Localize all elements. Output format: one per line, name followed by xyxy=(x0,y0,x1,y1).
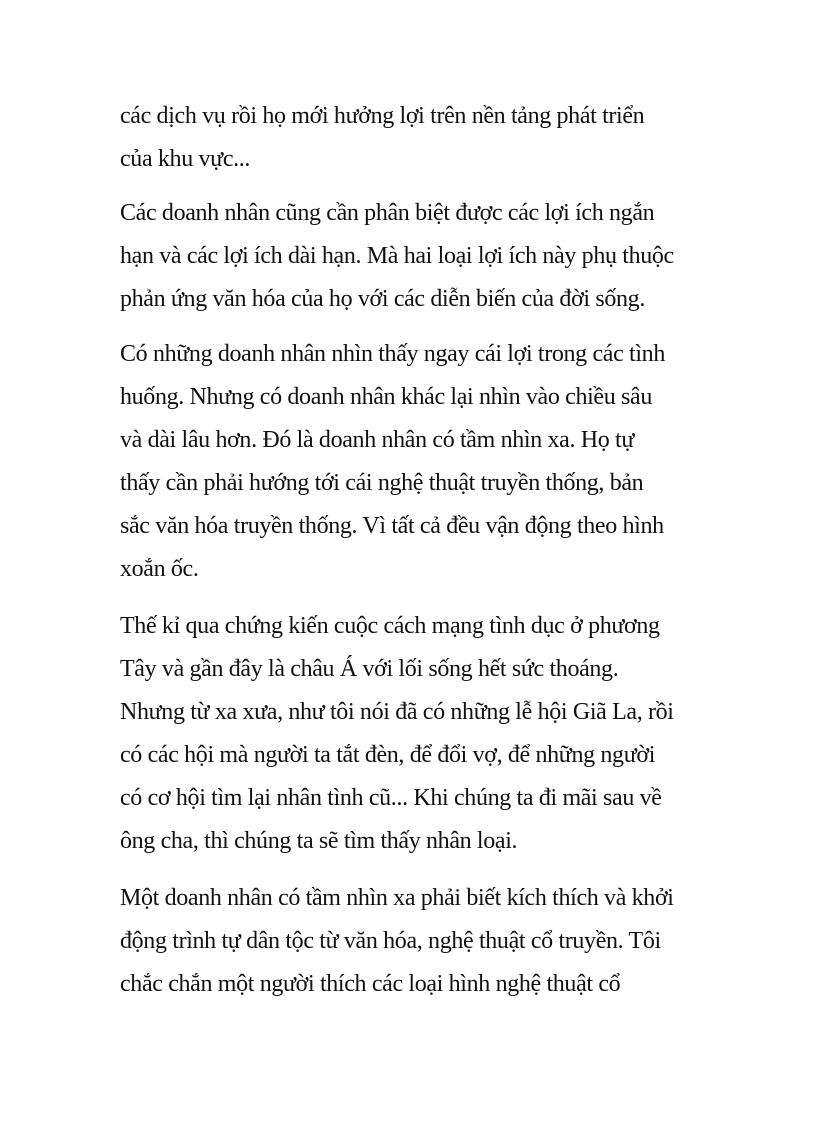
text-line: và dài lâu hơn. Đó là doanh nhân có tầm nhìn xa. Họ tự xyxy=(120,427,635,453)
text-line: có cơ hội tìm lại nhân tình cũ... Khi chúng ta đi mãi sau về xyxy=(120,785,662,811)
paragraph-1 xyxy=(120,95,710,181)
text-line: động trình tự dân tộc từ văn hóa, nghệ thuật cổ truyền. Tôi xyxy=(120,928,661,954)
text-line: hạn và các lợi ích dài hạn. Mà hai loại lợi ích này phụ thuộc xyxy=(120,243,674,269)
paragraph-5 xyxy=(120,877,710,1006)
text-line: của khu vực... xyxy=(120,146,251,172)
text-line: huống. Nhưng có doanh nhân khác lại nhìn vào chiều sâu xyxy=(120,384,652,410)
text-line: xoắn ốc. xyxy=(120,556,199,582)
paragraph-4 xyxy=(120,605,710,863)
text-line: Một doanh nhân có tầm nhìn xa phải biết kích thích và khởi xyxy=(120,885,674,911)
text-line: có các hội mà người ta tắt đèn, để đổi vợ, để những người xyxy=(120,742,656,768)
text-line: phản ứng văn hóa của họ với các diễn biến của đời sống. xyxy=(120,286,645,312)
text-line: chắc chắn một người thích các loại hình nghệ thuật cổ xyxy=(120,971,621,997)
text-line: ông cha, thì chúng ta sẽ tìm thấy nhân loại. xyxy=(120,828,518,854)
paragraph-3 xyxy=(120,333,710,591)
text-line: các dịch vụ rồi họ mới hưởng lợi trên nền tảng phát triển xyxy=(120,103,645,129)
text-line: Các doanh nhân cũng cần phân biệt được các lợi ích ngắn xyxy=(120,200,655,226)
text-line: Nhưng từ xa xưa, như tôi nói đã có những lễ hội Giã La, rồi xyxy=(120,699,674,725)
text-line: sắc văn hóa truyền thống. Vì tất cả đều vận động theo hình xyxy=(120,513,664,539)
text-line: Thế kỉ qua chứng kiến cuộc cách mạng tình dục ở phương xyxy=(120,613,660,639)
text-line: Tây và gần đây là châu Á với lối sống hết sức thoáng. xyxy=(120,656,619,682)
text-line: thấy cần phải hướng tới cái nghệ thuật truyền thống, bản xyxy=(120,470,644,496)
text-line: Có những doanh nhân nhìn thấy ngay cái lợi trong các tình xyxy=(120,341,665,367)
paragraph-2 xyxy=(120,192,710,321)
